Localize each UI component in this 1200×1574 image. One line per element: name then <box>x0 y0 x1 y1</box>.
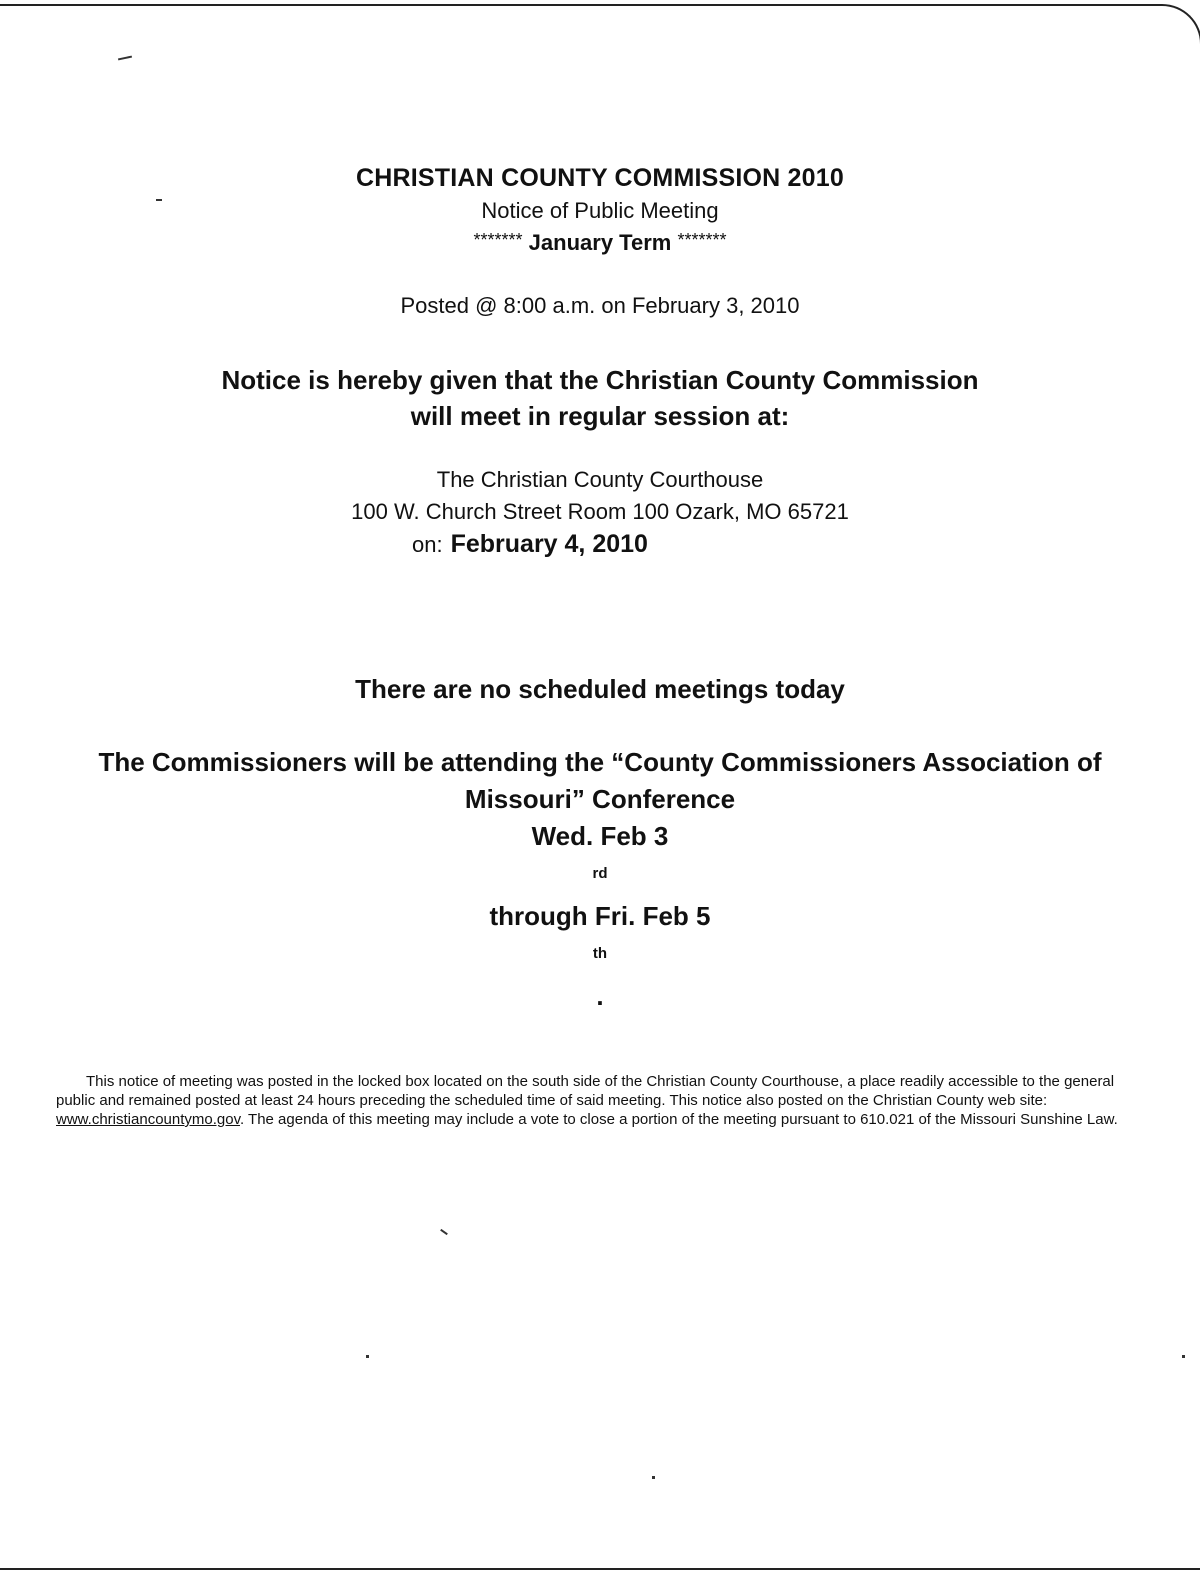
location-building: The Christian County Courthouse <box>436 467 764 492</box>
period: . <box>596 981 604 1011</box>
scan-speck <box>440 1229 448 1235</box>
conference-line-1: The Commissioners will be attending the “County Commissioners Association of <box>98 747 1102 777</box>
ordinal-suffix: th <box>592 945 608 962</box>
notice-line-1: Notice is hereby given that the Christian County Commission <box>221 365 979 395</box>
scan-speck <box>118 56 132 61</box>
scan-speck <box>652 1476 655 1479</box>
notice-line-2: will meet in regular session at: <box>410 401 790 431</box>
ordinal-suffix: rd <box>592 865 608 882</box>
document-subtitle: Notice of Public Meeting <box>481 198 719 223</box>
document-title: CHRISTIAN COUNTY COMMISSION 2010 <box>356 164 844 192</box>
conference-dates <box>0 818 1200 1015</box>
meeting-location <box>0 464 1200 528</box>
posted-timestamp: Posted @ 8:00 a.m. on February 3, 2010 <box>400 293 800 318</box>
term-stars-right: ******* <box>677 230 727 250</box>
footnote-text-2: . The agenda of this meeting may include a vote to close a portion of the meeting pursuant to 610.021 of the Missouri Sunshine Law. <box>239 1111 1118 1128</box>
term-label: January Term <box>528 230 672 255</box>
footnote-text-1: This notice of meeting was posted in the locked box located on the south side of the Christian County Courthouse, a place readily accessible to the general public and remained posted at least 24 hours preceding the scheduled time of said meeting. This notice also posted on the Christian County web site: <box>56 1073 1115 1109</box>
scan-edge-top <box>0 4 1160 6</box>
conference-line-2: Missouri” Conference <box>464 784 736 814</box>
scan-edge-bottom <box>0 1568 1200 1570</box>
conference-end: through Fri. Feb 5 <box>489 901 711 931</box>
website-link[interactable]: www.christiancountymo.gov <box>56 1111 240 1128</box>
conference-notice <box>0 744 1200 1015</box>
posting-footnote <box>56 1072 1148 1129</box>
term-stars-left: ******* <box>473 230 523 250</box>
meeting-date: February 4, 2010 <box>450 530 648 558</box>
scan-speck <box>366 1355 369 1358</box>
scan-edge-corner <box>1140 4 1200 46</box>
notice-statement <box>0 362 1200 434</box>
term-line <box>0 230 1200 256</box>
scan-speck <box>1182 1355 1185 1358</box>
on-label: on: <box>412 532 443 557</box>
meeting-date-line <box>412 530 648 559</box>
location-address: 100 W. Church Street Room 100 Ozark, MO 65721 <box>351 499 849 524</box>
no-meetings-notice: There are no scheduled meetings today <box>355 674 845 704</box>
conference-start: Wed. Feb 3 <box>531 821 669 851</box>
